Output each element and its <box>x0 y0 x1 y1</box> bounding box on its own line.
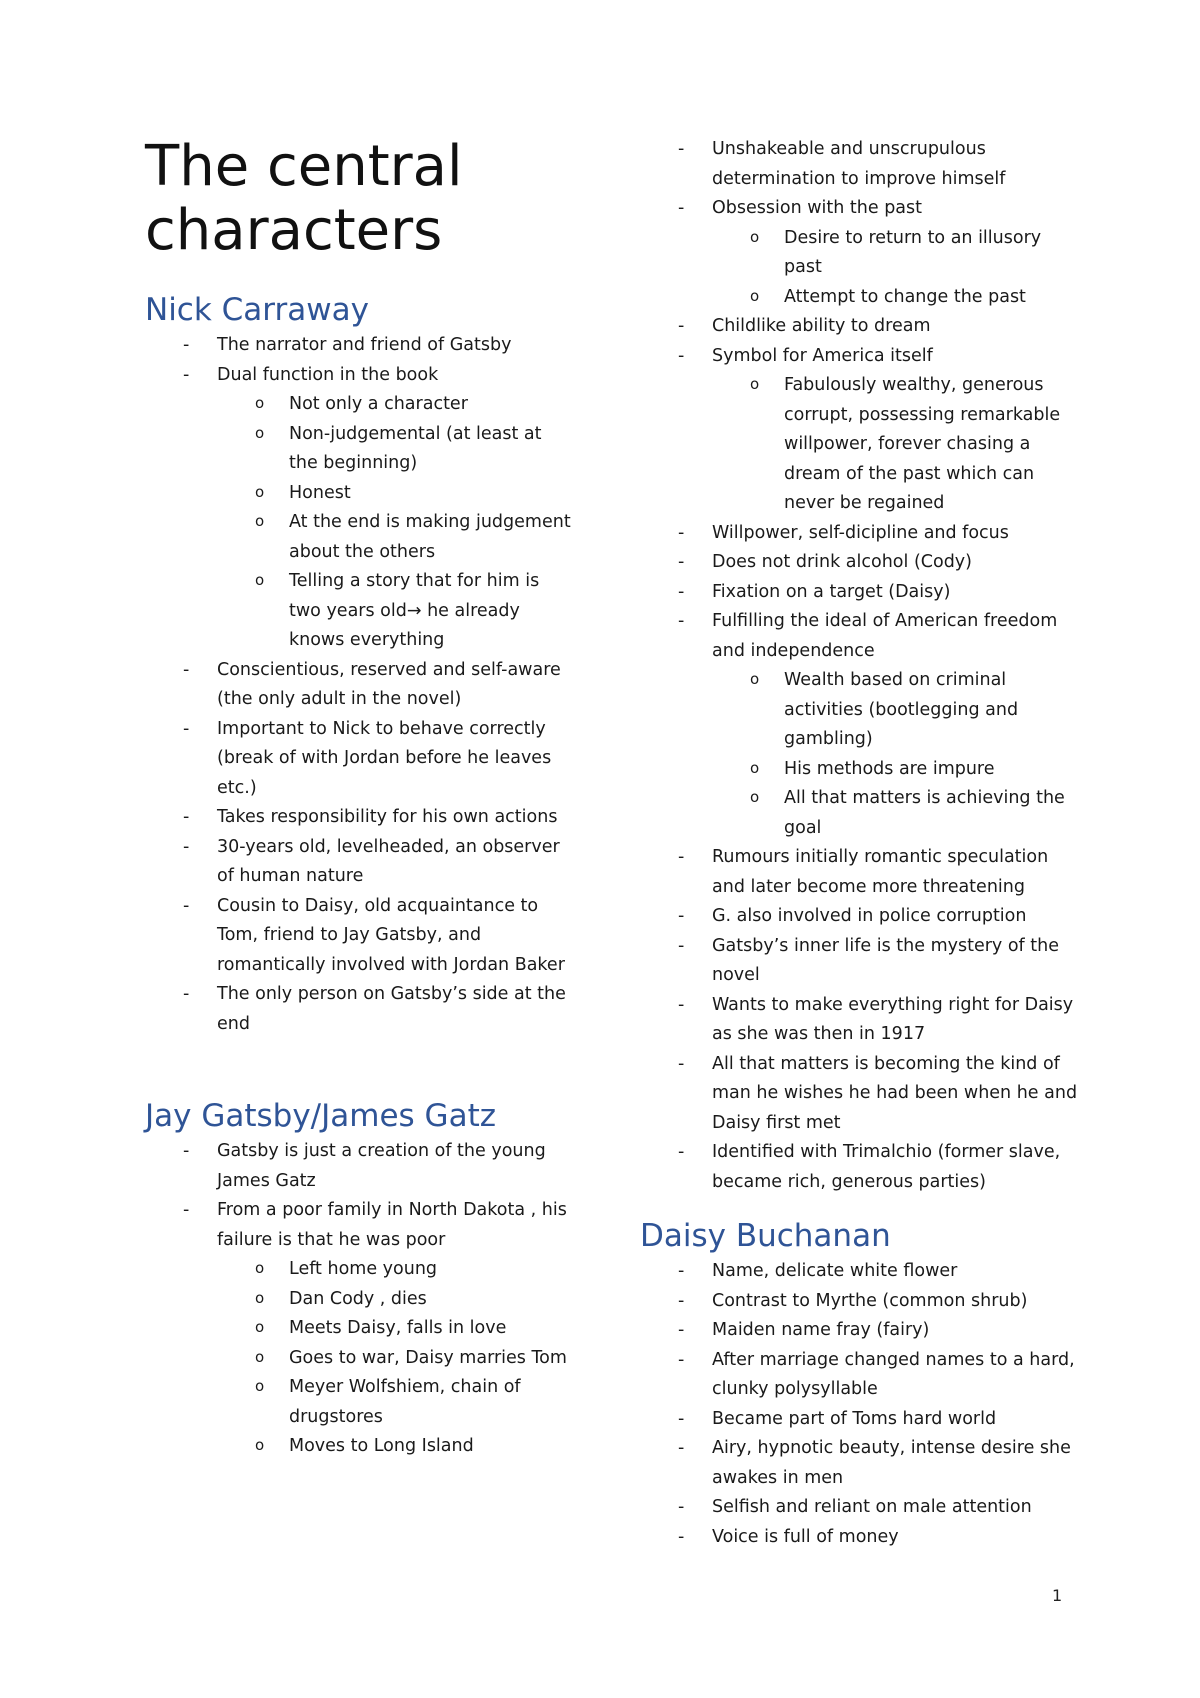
sub-list-item <box>217 1255 575 1285</box>
list-item-text: Voice is full of money <box>712 1526 899 1547</box>
list-item-text: Unshakeable and unscrupulous determination to improve himself <box>712 139 1006 189</box>
dash-bullet: - <box>183 335 190 355</box>
sub-list-item-text: Left home young <box>289 1259 438 1279</box>
list-item-text: Rumours initially romantic speculation and later become more threatening <box>712 847 1049 897</box>
sub-list-item-text: Moves to Long Island <box>289 1436 474 1456</box>
list-item <box>640 902 1080 932</box>
dash-bullet: - <box>183 1141 190 1161</box>
list-item-text: All that matters is becoming the kind of man he wishes he had been when he and Daisy first met <box>712 1053 1078 1133</box>
list-item-text: Became part of Toms hard world <box>712 1408 997 1429</box>
sub-list <box>712 371 1080 519</box>
sub-list-item-text: Honest <box>289 482 351 503</box>
sub-list-item-text: Non-judgemental (at least at the beginning) <box>289 423 542 473</box>
heading-nick-carraway: Nick Carraway <box>145 292 369 328</box>
dash-bullet: - <box>678 522 685 543</box>
list-item <box>640 1523 1080 1553</box>
list-item <box>640 135 1080 194</box>
page-number: 1 <box>1052 1586 1063 1605</box>
dash-bullet: - <box>678 1142 685 1162</box>
heading-daisy-buchanan: Daisy Buchanan <box>640 1218 891 1254</box>
list-item <box>145 980 575 1039</box>
sub-list-item <box>712 784 1080 843</box>
sub-list-item <box>712 283 1080 313</box>
sub-list <box>712 224 1080 313</box>
list-item <box>145 833 575 892</box>
circle-bullet: o <box>255 423 265 442</box>
list-item-text: Gatsby is just a creation of the young James Gatz <box>217 1141 546 1191</box>
circle-bullet: o <box>750 286 760 305</box>
sub-list-item <box>217 479 575 509</box>
nick-list <box>145 331 575 1039</box>
sub-list-item-text: Desire to return to an illusory past <box>784 227 1042 277</box>
dash-bullet: - <box>678 906 685 926</box>
list-item-text: Fixation on a target (Daisy) <box>712 581 951 602</box>
sub-list-item <box>712 755 1080 785</box>
dash-bullet: - <box>183 364 190 385</box>
page-title: The central characters <box>145 134 463 263</box>
sub-list-item-text: Not only a character <box>289 394 468 414</box>
circle-bullet: o <box>255 571 265 589</box>
dash-bullet: - <box>183 1200 190 1220</box>
circle-bullet: o <box>750 670 760 688</box>
dash-bullet: - <box>183 836 190 857</box>
gatsby-list-continued <box>640 135 1080 1197</box>
list-item <box>640 342 1080 519</box>
list-item <box>145 1137 575 1196</box>
list-item <box>145 331 575 361</box>
daisy-list <box>640 1257 1080 1552</box>
sub-list-item <box>217 567 575 656</box>
dash-bullet: - <box>678 1526 685 1547</box>
list-item <box>640 1257 1080 1287</box>
list-item-text: G. also involved in police corruption <box>712 906 1027 926</box>
sub-list-item-text: Dan Cody , dies <box>289 1288 427 1309</box>
list-item-text: After marriage changed names to a hard, clunky polysyllable <box>712 1349 1075 1399</box>
list-item-text: Symbol for America itself <box>712 345 933 366</box>
circle-bullet: o <box>255 1259 265 1277</box>
sub-list-item-text: Meets Daisy, falls in love <box>289 1318 507 1338</box>
sub-list-item <box>217 420 575 479</box>
list-item-text: Obsession with the past <box>712 198 923 218</box>
heading-jay-gatsby: Jay Gatsby/James Gatz <box>145 1098 496 1134</box>
dash-bullet: - <box>678 552 685 572</box>
sub-list-item <box>217 1432 575 1462</box>
list-item-text: Dual function in the book <box>217 364 439 385</box>
list-item-text: Important to Nick to behave correctly (break of with Jordan before he leaves etc.) <box>217 718 552 798</box>
list-item <box>640 1405 1080 1435</box>
list-item <box>145 361 575 656</box>
sub-list-item <box>712 224 1080 283</box>
list-item <box>640 578 1080 608</box>
list-item <box>145 656 575 715</box>
sub-list-item-text: Wealth based on criminal activities (bootlegging and gambling) <box>784 670 1019 749</box>
dash-bullet: - <box>678 1497 685 1517</box>
circle-bullet: o <box>255 394 265 412</box>
circle-bullet: o <box>750 227 760 246</box>
list-item <box>640 1493 1080 1523</box>
list-item <box>640 312 1080 342</box>
sub-list-item <box>217 1314 575 1344</box>
list-item-text: Maiden name fray (fairy) <box>712 1320 930 1340</box>
circle-bullet: o <box>255 1347 265 1366</box>
dash-bullet: - <box>183 984 190 1004</box>
list-item <box>640 548 1080 578</box>
list-item <box>145 803 575 833</box>
dash-bullet: - <box>678 1438 685 1458</box>
sub-list-item-text: Telling a story that for him is two years old→ he already knows everything <box>289 571 540 650</box>
dash-bullet: - <box>678 1261 685 1281</box>
left-column <box>145 135 575 1462</box>
list-item-text: Cousin to Daisy, old acquaintance to Tom, friend to Jay Gatsby, and romantically involved with Jordan Baker <box>217 895 565 975</box>
dash-bullet: - <box>678 1290 685 1311</box>
circle-bullet: o <box>255 1288 265 1307</box>
right-column <box>640 135 1080 1552</box>
sub-list-item-text: Fabulously wealthy, generous corrupt, possessing remarkable willpower, forever chasing a dream of the past which can never be regained <box>784 375 1061 513</box>
sub-list-item <box>217 1373 575 1432</box>
circle-bullet: o <box>255 482 265 501</box>
list-item-text: Airy, hypnotic beauty, intense desire she awakes in men <box>712 1438 1071 1488</box>
list-item-text: Selfish and reliant on male attention <box>712 1497 1032 1517</box>
gatsby-list <box>145 1137 575 1462</box>
circle-bullet: o <box>255 1436 265 1454</box>
dash-bullet: - <box>183 807 190 827</box>
list-item <box>640 932 1080 991</box>
list-item-text: Wants to make everything right for Daisy as she was then in 1917 <box>712 994 1074 1044</box>
list-item-text: Identified with Trimalchio (former slave, became rich, generous parties) <box>712 1142 1061 1192</box>
list-item-text: The narrator and friend of Gatsby <box>217 335 512 355</box>
sub-list <box>217 1255 575 1462</box>
list-item <box>640 1287 1080 1317</box>
list-item-text: Gatsby’s inner life is the mystery of the novel <box>712 935 1059 985</box>
dash-bullet: - <box>678 994 685 1015</box>
dash-bullet: - <box>678 847 685 867</box>
list-item-text: The only person on Gatsby’s side at the end <box>217 984 566 1034</box>
list-item-text: Name, delicate white flower <box>712 1261 958 1281</box>
list-item <box>145 715 575 804</box>
dash-bullet: - <box>678 139 685 159</box>
circle-bullet: o <box>750 788 760 806</box>
list-item-text: Takes responsibility for his own actions <box>217 807 558 827</box>
sub-list-item-text: Attempt to change the past <box>784 286 1026 307</box>
list-item-text: Conscientious, reserved and self-aware (the only adult in the novel) <box>217 659 561 709</box>
list-item-text: Willpower, self-dicipline and focus <box>712 522 1009 543</box>
list-item <box>640 607 1080 843</box>
list-item <box>640 991 1080 1050</box>
list-item <box>640 1050 1080 1139</box>
circle-bullet: o <box>750 758 760 777</box>
dash-bullet: - <box>678 1053 685 1074</box>
list-item <box>145 1196 575 1462</box>
dash-bullet: - <box>183 718 190 739</box>
circle-bullet: o <box>750 375 760 393</box>
list-item <box>640 519 1080 549</box>
list-item <box>640 1316 1080 1346</box>
dash-bullet: - <box>678 198 685 218</box>
sub-list-item <box>712 666 1080 755</box>
sub-list <box>217 390 575 656</box>
circle-bullet: o <box>255 1377 265 1395</box>
sub-list-item-text: Goes to war, Daisy marries Tom <box>289 1347 567 1368</box>
list-item-text: From a poor family in North Dakota , his failure is that he was poor <box>217 1200 567 1250</box>
list-item <box>640 1138 1080 1197</box>
list-item <box>640 843 1080 902</box>
sub-list-item <box>712 371 1080 519</box>
dash-bullet: - <box>678 1349 685 1370</box>
dash-bullet: - <box>678 611 685 631</box>
sub-list-item <box>217 390 575 420</box>
list-item-text: Does not drink alcohol (Cody) <box>712 552 972 572</box>
sub-list-item-text: At the end is making judgement about the others <box>289 512 571 562</box>
sub-list <box>712 666 1080 843</box>
dash-bullet: - <box>678 1320 685 1340</box>
list-item-text: Fulfilling the ideal of American freedom and independence <box>712 611 1058 661</box>
list-item <box>640 1434 1080 1493</box>
dash-bullet: - <box>678 581 685 602</box>
list-item <box>640 194 1080 312</box>
dash-bullet: - <box>678 1408 685 1429</box>
sub-list-item-text: Meyer Wolfshiem, chain of drugstores <box>289 1377 521 1427</box>
sub-list-item-text: His methods are impure <box>784 758 995 779</box>
list-item <box>145 892 575 981</box>
circle-bullet: o <box>255 1318 265 1336</box>
dash-bullet: - <box>678 935 685 956</box>
circle-bullet: o <box>255 512 265 530</box>
list-item-text: 30-years old, levelheaded, an observer of human nature <box>217 836 560 886</box>
sub-list-item <box>217 1285 575 1315</box>
dash-bullet: - <box>183 895 190 916</box>
sub-list-item-text: All that matters is achieving the goal <box>784 788 1065 838</box>
dash-bullet: - <box>678 345 685 366</box>
list-item <box>640 1346 1080 1405</box>
sub-list-item <box>217 1344 575 1374</box>
dash-bullet: - <box>678 316 685 336</box>
sub-list-item <box>217 508 575 567</box>
list-item-text: Childlike ability to dream <box>712 316 931 336</box>
dash-bullet: - <box>183 659 190 680</box>
list-item-text: Contrast to Myrthe (common shrub) <box>712 1290 1028 1311</box>
